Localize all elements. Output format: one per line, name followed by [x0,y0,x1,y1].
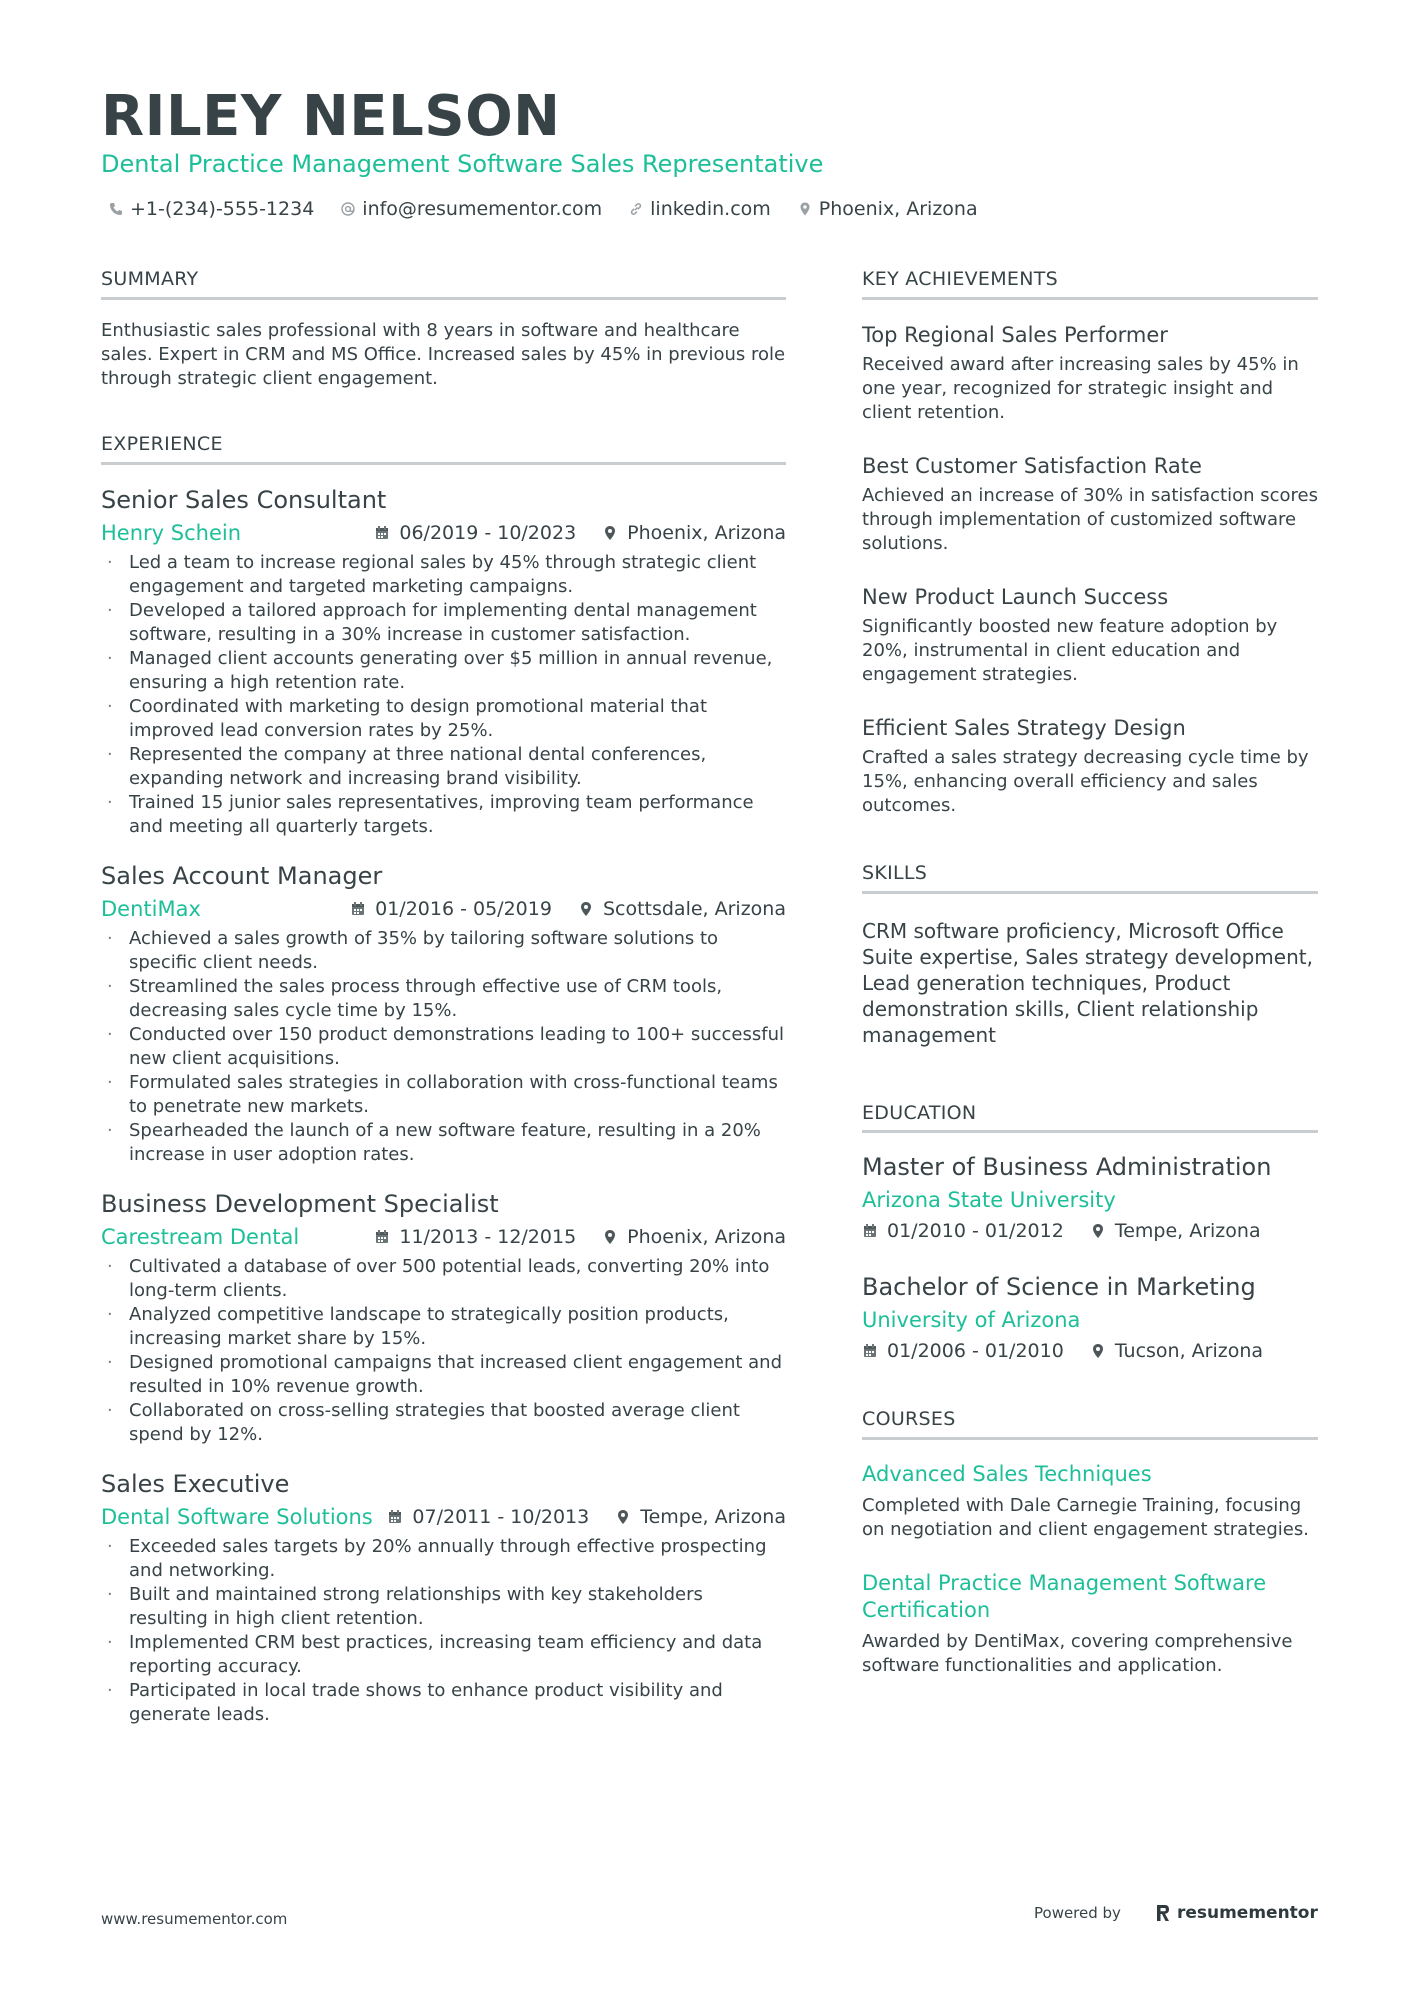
map-pin-icon [578,901,594,917]
calendar-icon [374,525,390,541]
candidate-role: Dental Practice Management Software Sales Representative [101,150,824,178]
company-name: Carestream Dental [101,1224,300,1249]
achievement-item [862,452,1318,556]
achievement-title: Top Regional Sales Performer [862,322,1168,347]
job-location [615,1503,786,1531]
company-name: DentiMax [101,896,201,921]
job-dates [374,1223,576,1251]
bullet: · Collaborated on cross-selling strategies that boosted average client spend by 12%. [101,1399,786,1447]
job-bullets [101,1255,786,1447]
job-meta [101,1503,786,1531]
experience-heading: EXPERIENCE [101,433,786,465]
job-date-location [374,1223,786,1251]
bullet: · Exceeded sales targets by 20% annually through effective prospecting and networking. [101,1535,786,1583]
bullet: · Designed promotional campaigns that increased client engagement and resulted in 10% revenue growth. [101,1351,786,1399]
resumementor-logo-icon [1155,1903,1171,1923]
achievement-desc: Significantly boosted new feature adoption by 20%, instrumental in client education and engagement strategies. [862,615,1278,685]
phone-text: +1-(234)-555-1234 [130,198,315,220]
calendar-icon [350,901,366,917]
achievement-item [862,714,1318,818]
job-location [578,895,786,923]
achievement-desc: Crafted a sales strategy decreasing cycle time by 15%, enhancing overall efficiency and sales outcomes. [862,746,1309,816]
job-location [602,1223,786,1251]
company-name: Dental Software Solutions [101,1504,373,1529]
job-title: Business Development Specialist [101,1189,499,1218]
linkedin-text: linkedin.com [650,198,771,220]
map-pin-icon [602,525,618,541]
bullet: · Trained 15 junior sales representatives, improving team performance and meeting all quarterly targets. [101,791,786,839]
job-dates-text: 11/2013 - 12/2015 [399,1225,577,1248]
achievement-title: New Product Launch Success [862,584,1169,609]
education-item [862,1272,1318,1364]
job-date-location [350,895,786,923]
footer-website[interactable]: www.resumementor.com [101,1910,288,1928]
education-item [862,1152,1318,1244]
bullet: · Conducted over 150 product demonstrations leading to 100+ successful new client acquisitions. [101,1023,786,1071]
contact-email[interactable] [340,198,602,221]
experience-item [101,485,786,839]
job-meta [101,1223,786,1251]
job-title: Sales Account Manager [101,861,383,890]
job-bullets [101,1535,786,1727]
experience-item [101,1469,786,1727]
job-location-text: Scottsdale, Arizona [602,897,786,920]
degree-title: Bachelor of Science in Marketing [862,1273,1256,1302]
summary-text: Enthusiastic sales professional with 8 years in software and healthcare sales. Expert in CRM and MS Office. Increased sales by 45% in previous role through strategic client engagement. [101,319,786,389]
course-desc: Completed with Dale Carnegie Training, focusing on negotiation and client engagement strategies. [862,1495,1309,1541]
footer-powered [1034,1903,1318,1923]
location-text: Phoenix, Arizona [818,198,978,220]
job-title: Senior Sales Consultant [101,485,387,514]
experience-section [101,433,786,1727]
bullet: · Participated in local trade shows to enhance product visibility and generate leads. [101,1679,786,1727]
course-item [862,1461,1318,1542]
job-dates [374,519,576,547]
education-location-text: Tempe, Arizona [1114,1220,1261,1243]
job-location-text: Phoenix, Arizona [627,521,786,544]
job-dates [387,1503,589,1531]
at-icon [340,201,356,217]
bullet: · Analyzed competitive landscape to strategically position products, increasing market share by 15%. [101,1303,786,1351]
school-name: Arizona State University [862,1188,1116,1213]
map-pin-icon [797,201,813,217]
job-location-text: Phoenix, Arizona [627,1225,786,1248]
bullet: · Managed client accounts generating over $5 million in annual revenue, ensuring a high retention rate. [101,647,786,695]
courses-section [862,1408,1318,1678]
contact-linkedin[interactable] [628,198,771,221]
calendar-icon [862,1343,878,1359]
education-meta [862,1218,1318,1244]
map-pin-icon [1090,1343,1106,1359]
company-name: Henry Schein [101,520,242,545]
job-dates-text: 07/2011 - 10/2013 [412,1505,590,1528]
bullet: · Achieved a sales growth of 35% by tailoring software solutions to specific client needs. [101,927,786,975]
bullet: · Formulated sales strategies in collaboration with cross-functional teams to penetrate new markets. [101,1071,786,1119]
education-location [1090,1338,1263,1364]
job-dates [350,895,552,923]
contact-phone[interactable] [108,198,314,221]
course-desc: Awarded by DentiMax, covering comprehensive software functionalities and application. [862,1631,1293,1677]
link-icon [628,201,644,217]
brand-logo[interactable] [1155,1903,1318,1923]
map-pin-icon [602,1229,618,1245]
phone-icon [108,201,124,217]
summary-section [101,268,786,391]
skills-heading: SKILLS [862,862,1318,894]
powered-by-label: Powered by [1034,1904,1121,1922]
achievement-title: Efficient Sales Strategy Design [862,715,1186,740]
education-meta [862,1338,1318,1364]
map-pin-icon [615,1509,631,1525]
education-dates-text: 01/2010 - 01/2012 [887,1220,1064,1243]
bullet: · Implemented CRM best practices, increasing team efficiency and data reporting accuracy. [101,1631,786,1679]
job-dates-text: 06/2019 - 10/2023 [399,521,577,544]
job-location-text: Tempe, Arizona [640,1505,786,1528]
contact-location [797,198,978,221]
email-text: info@resumementor.com [362,198,603,220]
bullet: · Streamlined the sales process through effective use of CRM tools, decreasing sales cycle time by 15%. [101,975,786,1023]
bullet: · Developed a tailored approach for implementing dental management software, resulting in a 30% increase in customer satisfaction. [101,599,786,647]
left-column [101,268,786,1727]
calendar-icon [374,1229,390,1245]
bullet: · Cultivated a database of over 500 potential leads, converting 20% into long-term clients. [101,1255,786,1303]
skills-text: CRM software proficiency, Microsoft Office Suite expertise, Sales strategy development, Lead generation techniques, Product demonstration skills, Client relationship management [862,918,1313,1047]
experience-item [101,1189,786,1447]
bullet: · Spearheaded the launch of a new software feature, resulting in a 20% increase in user adoption rates. [101,1119,786,1167]
achievement-title: Best Customer Satisfaction Rate [862,453,1202,478]
course-item [862,1570,1318,1678]
job-date-location [387,1503,786,1531]
bullet: · Coordinated with marketing to design promotional material that improved lead conversion rates by 25%. [101,695,786,743]
contact-bar [108,198,1004,221]
skills-section [862,862,1318,1048]
degree-title: Master of Business Administration [862,1153,1272,1182]
job-meta [101,895,786,923]
summary-heading: SUMMARY [101,268,786,300]
achievements-section [862,268,1318,818]
right-column [862,268,1318,1678]
calendar-icon [387,1509,403,1525]
job-bullets [101,927,786,1167]
education-section [862,1102,1318,1365]
bullet: · Led a team to increase regional sales by 45% through strategic client engagement and targeted marketing campaigns. [101,551,786,599]
job-title: Sales Executive [101,1469,290,1498]
job-bullets [101,551,786,839]
course-title: Dental Practice Management Software Certification [862,1571,1267,1623]
job-dates-text: 01/2016 - 05/2019 [375,897,552,920]
course-title: Advanced Sales Techniques [862,1462,1152,1487]
bullet: · Built and maintained strong relationships with key stakeholders resulting in high client retention. [101,1583,786,1631]
education-dates-text: 01/2006 - 01/2010 [887,1340,1064,1363]
map-pin-icon [1090,1223,1106,1239]
experience-item [101,861,786,1167]
job-date-location [374,519,786,547]
education-location-text: Tucson, Arizona [1114,1340,1264,1363]
courses-heading: COURSES [862,1408,1318,1440]
bullet: · Represented the company at three national dental conferences, expanding network and increasing brand visibility. [101,743,786,791]
education-dates [862,1218,1064,1244]
education-location [1090,1218,1261,1244]
job-location [602,519,786,547]
school-name: University of Arizona [862,1308,1081,1333]
job-meta [101,519,786,547]
achievement-item [862,321,1318,425]
achievement-desc: Achieved an increase of 30% in satisfaction scores through implementation of customized software solutions. [862,484,1318,554]
education-dates [862,1338,1064,1364]
candidate-name: RILEY NELSON [101,84,561,149]
achievement-item [862,583,1318,687]
achievements-heading: KEY ACHIEVEMENTS [862,268,1318,300]
calendar-icon [862,1223,878,1239]
achievement-desc: Received award after increasing sales by 45% in one year, recognized for strategic insight and client retention. [862,353,1299,423]
brand-name: resumementor [1176,1903,1318,1923]
education-heading: EDUCATION [862,1102,1318,1134]
